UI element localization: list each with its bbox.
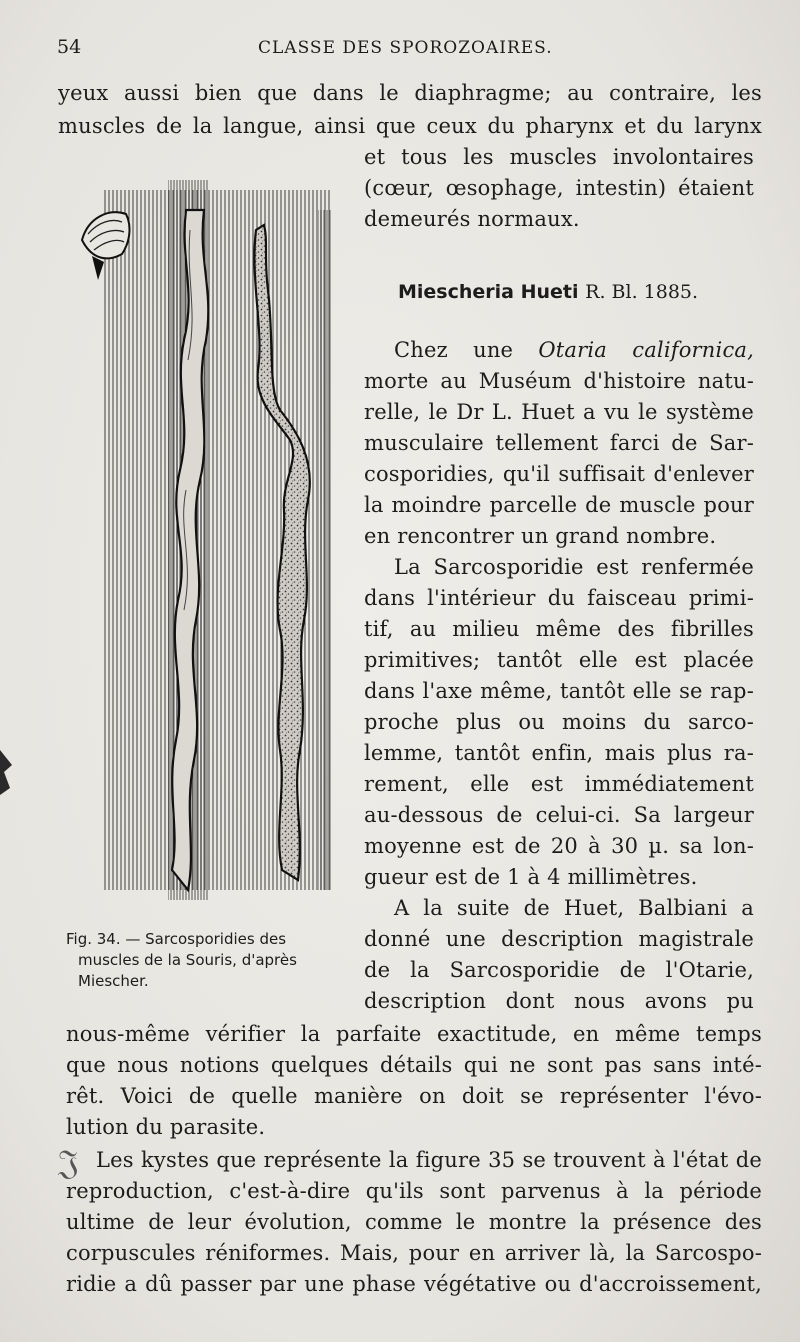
body-line: en rencontrer un grand nombre. — [364, 524, 717, 548]
body-line: rement, elle est immédiatement — [364, 772, 754, 796]
body-line: A la suite de Huet, Balbiani a — [394, 896, 754, 920]
body-line: moyenne est de 20 à 30 µ. sa lon- — [364, 834, 754, 858]
page-header — [0, 34, 800, 64]
margin-pencil-mark: 𝔍 — [58, 1143, 79, 1183]
body-line: (cœur, œsophage, intestin) étaient — [364, 176, 754, 200]
section-author: R. Bl. 1885. — [585, 281, 699, 303]
body-line: reproduction, c'est-à-dire qu'ils sont parvenus à la période — [66, 1179, 762, 1203]
fiber-cut-tip — [92, 256, 104, 280]
body-line: dans l'intérieur du faisceau primi- — [364, 586, 754, 610]
body-line: dans l'axe même, tantôt elle se rap- — [364, 679, 754, 703]
body-line: la moindre parcelle de muscle pour — [364, 493, 754, 517]
caption-line: Fig. 34. — Sarcosporidies des — [66, 930, 287, 948]
figure-caption — [66, 929, 350, 992]
body-line: que nous notions quelques détails qui ne sont pas sans inté- — [66, 1053, 762, 1077]
binding-smudge — [0, 740, 14, 800]
figure-34-illustration — [68, 170, 348, 920]
species-name: Otaria californica, — [538, 338, 754, 362]
caption-line: Miescher. — [78, 972, 149, 990]
body-line: ultime de leur évolution, comme le montre la présence des — [66, 1210, 762, 1234]
body-line: proche plus ou moins du sarco- — [364, 710, 754, 734]
body-line: morte au Muséum d'histoire natu- — [364, 369, 754, 393]
edge-fibers — [318, 210, 332, 890]
body-line: au-dessous de celui-ci. Sa largeur — [364, 803, 754, 827]
body-line: et tous les muscles involontaires — [364, 145, 754, 169]
para1-prefix: Chez une — [394, 338, 539, 362]
body-line: La Sarcosporidie est renfermée — [394, 555, 754, 579]
body-line: rêt. Voici de quelle manière on doit se représenter l'évo- — [66, 1084, 762, 1108]
body-line — [364, 336, 754, 364]
body-line: demeurés normaux. — [364, 207, 580, 231]
body-line: description dont nous avons pu — [364, 989, 754, 1013]
body-line: yeux aussi bien que dans le diaphragme; au contraire, les — [58, 81, 762, 105]
body-line: cosporidies, qu'il suffisait d'enlever — [364, 462, 754, 486]
body-line: muscles de la langue, ainsi que ceux du pharynx et du larynx — [58, 114, 762, 138]
running-title: CLASSE DES SPOROZOAIRES. — [258, 38, 553, 58]
body-line: Les kystes que représente la figure 35 se trouvent à l'état de — [96, 1148, 762, 1172]
section-heading — [398, 281, 698, 303]
body-line: lution du parasite. — [66, 1115, 266, 1139]
body-line: corpuscules réniformes. Mais, pour en arriver là, la Sarcospo- — [66, 1241, 762, 1265]
body-line: gueur est de 1 à 4 millimètres. — [364, 865, 698, 889]
body-line: donné une description magistrale — [364, 927, 754, 951]
section-title: Miescheria Hueti — [398, 281, 579, 303]
fiber-cut-end — [82, 212, 129, 258]
body-line: primitives; tantôt elle est placée — [364, 648, 754, 672]
body-line: tif, au milieu même des fibrilles — [364, 617, 754, 641]
body-line: relle, le Dr L. Huet a vu le système — [364, 400, 754, 424]
page-number: 54 — [57, 36, 82, 58]
body-line: lemme, tantôt enfin, mais plus ra- — [364, 741, 754, 765]
body-line: nous-même vérifier la parfaite exactitude, en même temps — [66, 1022, 762, 1046]
caption-line: muscles de la Souris, d'après — [78, 951, 297, 969]
body-line: musculaire tellement farci de Sar- — [364, 431, 754, 455]
body-line: ridie a dû passer par une phase végétative ou d'accroissement, — [66, 1272, 762, 1296]
body-line: de la Sarcosporidie de l'Otarie, — [364, 958, 754, 982]
